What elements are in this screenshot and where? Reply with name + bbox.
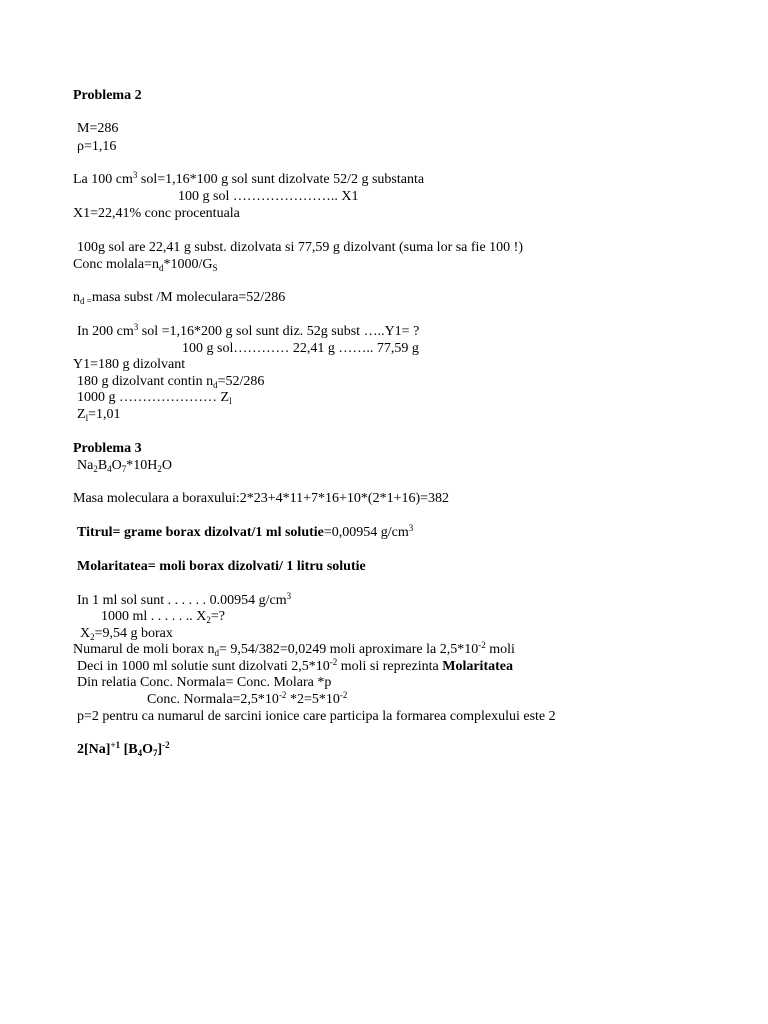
p2-line-4: 100g sol are 22,41 g subst. dizolvata si 77,59 g dizolvant (suma lor sa fie 100 !) bbox=[77, 240, 523, 255]
p2-line-9: Y1=180 g dizolvant bbox=[73, 357, 186, 372]
p3-titrul: Titrul= grame borax dizolvat/1 ml solutie=0,00954 $g/cm^3$ bbox=[77, 523, 414, 540]
p3-line-3: $X_2=9,54$ g borax bbox=[80, 626, 173, 642]
p2-line-7: In 200 $cm^3$ sol =1,16*200 g sol sunt diz. 52g subst …..Y1= ? bbox=[77, 322, 420, 339]
p3-borax-formula: $Na_2B_4O_7*10H_2O$ bbox=[77, 458, 173, 474]
p2-line-11: 1000 g ………………… $Z_l$ bbox=[77, 390, 232, 406]
problema-2-title: Problema 2 bbox=[73, 88, 142, 103]
p3-line-1: In 1 ml sol sunt . . . . . . 0.00954 $g/cm^3$ bbox=[77, 591, 292, 608]
p2-line-8: 100 g sol………… 22,41 g …….. 77,59 g bbox=[182, 341, 419, 356]
p3-line-7: Conc. $Normala=2,5*10^{-2}$ $*2=5*10^{-2}$ bbox=[147, 690, 348, 707]
p2-line-5: Conc $molala=n_d*1000/G_S$ bbox=[73, 257, 218, 273]
p3-line-2: 1000 ml . . . . . .. $X_2=$? bbox=[101, 609, 225, 625]
p3-line-8: p=2 pentru ca numarul de sarcini ionice care participa la formarea complexului este 2 bbox=[77, 709, 556, 724]
p3-complex-ion: $2[Na]^{+1}$ $[B_4O_7]^{-2}$ bbox=[77, 740, 170, 758]
p3-line-5: Deci in 1000 ml solutie sunt dizolvati $2,5*10^{-2}$ moli si reprezinta Molaritatea bbox=[77, 657, 513, 674]
p2-density: ρ=1,16 bbox=[77, 139, 117, 154]
p2-molar-mass: M=286 bbox=[77, 121, 119, 136]
p2-line-2: 100 g sol ………………….. X1 bbox=[178, 189, 359, 204]
p3-molecular-mass: Masa moleculara a boraxului:2*23+4*11+7*16+10*(2*1+16)=382 bbox=[73, 491, 450, 506]
p3-line-4: Numarul de moli borax $n_d= 9,54/382=0,0249$ moli aproximare la $2,5*10^{-2}$ moli bbox=[73, 640, 515, 658]
p2-line-12: $Z_l=1,01$ bbox=[77, 407, 121, 423]
p2-line-6: $n_{d =}masa$ subst /M moleculara=52/286 bbox=[73, 290, 286, 306]
p2-line-10: 180 g dizolvant contin $n_d=52/286$ bbox=[77, 374, 265, 390]
p2-line-3: X1=22,41% conc procentuala bbox=[73, 206, 240, 221]
problema-3-title: Problema 3 bbox=[73, 441, 142, 456]
p3-line-6: Din relatia Conc. Normala= Conc. Molara *p bbox=[77, 675, 332, 690]
p2-line-1: La 100 $cm^3$ sol=1,16*100 g sol sunt dizolvate 52/2 g substanta bbox=[73, 170, 425, 187]
p3-molaritatea-def: Molaritatea= moli borax dizolvati/ 1 litru solutie bbox=[77, 559, 366, 574]
